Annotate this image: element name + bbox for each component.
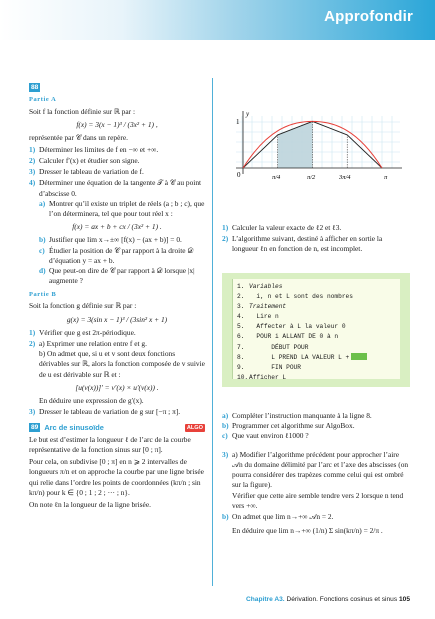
question-item: 2) L’algorithme suivant, destiné à afficher en sortie la longueur ℓn en fonction de n, est incomplet. (222, 234, 383, 254)
sub-question: c) Que vaut environ ℓ1000 ? (222, 431, 309, 441)
algo-badge: ALGO (186, 424, 203, 431)
algo-line: 4. Lire n (237, 313, 279, 321)
page-header (0, 0, 435, 48)
sub-question: b) Programmer cet algorithme sur AlgoBox. (222, 421, 355, 431)
question-item: 4) Déterminer une équation de la tangente 𝒯 à 𝒞 au point d’abscisse 0. (29, 178, 202, 198)
x-tick-label: π/4 (272, 174, 281, 181)
exercise-number-89: 89 (31, 424, 39, 432)
exercise-number-88: 88 (31, 84, 39, 91)
sub-question: d) Que peut-on dire de 𝒞 par rapport à 𝒟 lorsque |x| augmente ? (39, 266, 195, 286)
exercise-89-title: Arc de sinusoïde (44, 422, 104, 432)
sub-question: En déduire que lim n→+∞ (1/n) Σ sin(kπ/n) = 2/π . (232, 526, 383, 536)
algo-line: 10. Afficher L (237, 373, 287, 381)
algo-line: 3. Traitement (237, 303, 287, 311)
x-tick-label: π (384, 174, 388, 181)
page-footer (246, 595, 410, 604)
exercise-89-header (29, 423, 205, 433)
algo-line: 8. L PREND LA VALEUR L + (237, 353, 396, 363)
sub-question: En déduire une expression de g′(x). (39, 396, 144, 406)
question-item: 2) Calculer f′(x) et étudier son signe. (29, 155, 140, 165)
right-column-top (222, 222, 410, 255)
part-a-label: Partie A (29, 96, 57, 104)
question-item: b) On admet que lim n→+∞ 𝒜n = 2. (222, 511, 334, 521)
y-axis-label: y (246, 110, 250, 118)
algo-line: 2. i, n et L sont des nombres (237, 293, 353, 301)
right-column-bottom (222, 411, 410, 536)
question-item: 2) a) Exprimer une relation entre f et g. (29, 339, 147, 349)
algo-line: 5. Affecter à L la valeur 0 (237, 323, 346, 331)
y-tick-label: 1 (236, 118, 240, 126)
left-column (29, 82, 205, 510)
x-tick-label: 3π/4 (339, 174, 351, 181)
algo-line: 1. Variables (237, 283, 283, 290)
column-divider (212, 78, 213, 586)
question-item: 1) Calculer la valeur exacte de ℓ2 et ℓ3. (222, 223, 342, 232)
origin-label: 0 (237, 171, 241, 179)
question-item: 1) Déterminer les limites de f en −∞ et +∞. (29, 144, 159, 154)
ex89-paragraph-3: On note ℓn la longueur de la ligne brisée. (29, 500, 151, 510)
algorithm-listing (232, 279, 400, 379)
algo-line: 6. POUR i ALLANT DE 0 à n (237, 333, 339, 341)
sub-question: a) Compléter l’instruction manquante à la ligne 8. (222, 411, 372, 420)
missing-instruction-box (351, 353, 367, 360)
sub-question: a) Montrer qu’il existe un triplet de réels (a ; b ; c), que l’on déterminera, tel que pour tout réel x : (39, 198, 205, 219)
formula-g: g(x) = 3(sin x − 1)³ / (3sin² x + 1) (66, 314, 168, 324)
part-b-intro: Soit la fonction g définie sur ℝ par : (29, 301, 137, 311)
ex89-paragraph-1: Le but est d’estimer la longueur ℓ de l’arc de la courbe représentative de la fonction sinus sur [0 ; π]. (29, 434, 191, 454)
part-a-intro: Soit f la fonction définie sur ℝ par : (29, 107, 136, 117)
algo-line: 7. DÉBUT POUR (237, 343, 309, 351)
sub-question: b) Justifier que lim x→±∞ [f(x) − (ax + b)] = 0. (39, 235, 182, 245)
x-tick-label: π/2 (307, 174, 316, 181)
page-number: 105 (398, 596, 410, 603)
page-title: Approfondir (324, 8, 413, 25)
ex89-paragraph-2: Pour cela, on subdivise [0 ; π] en n ⩾ 2 intervalles de longueurs π/n et on approche la courbe par une ligne brisée qui relie dans l’ordre les points de coordonnées (kπ/n ; sin kπ/n) pour k ∈ {0 ; 1 ; 2 ; ··· ; n}. (29, 457, 204, 497)
sub-question: c) Étudier la position de 𝒞 par rapport à la droite 𝒟 d’équation y = ax + b. (39, 245, 194, 265)
question-item: 3) Dresser le tableau de variation de f. (29, 167, 144, 177)
footer-text: Dérivation. Fonctions cosinus et sinus (286, 596, 398, 603)
sub-question: Vérifier que cette aire semble tendre vers 2 lorsque n tend vers +∞. (232, 490, 404, 510)
question-item: 3) a) Modifier l’algorithme précédent pour approcher l’aire 𝒜n du domaine délimité par l’arc et l’axe des abscisses (on pourra considérer des trapèzes comme celui qui est ombré sur la figure). (222, 449, 409, 490)
sub-question: b) On admet que, si u et v sont deux fonctions dérivables sur ℝ, alors la fonction composée de v suivie de u est dérivable sur ℝ et : (39, 349, 205, 379)
part-b-label: Partie B (29, 290, 57, 298)
question-item: 3) Dresser le tableau de variation de g sur [−π ; π]. (29, 407, 181, 417)
algo-line: 9. FIN POUR (237, 363, 301, 371)
part-a-after: représentée par 𝒞 dans un repère. (29, 133, 128, 143)
formula-chain-rule: [u(v(x))]′ = v′(x) × u′(v(x)) . (75, 382, 159, 392)
formula-asymptote: f(x) = ax + b + cx / (3x² + 1) . (72, 222, 162, 232)
formula-f: f(x) = 3(x − 1)³ / (3x² + 1) , (76, 120, 158, 130)
question-item: 1) Vérifier que g est 2π-périodique. (29, 327, 136, 337)
sine-arc-figure (232, 108, 410, 212)
footer-chapter: Chapitre A3. (246, 596, 285, 603)
algorithm-box (222, 273, 410, 387)
